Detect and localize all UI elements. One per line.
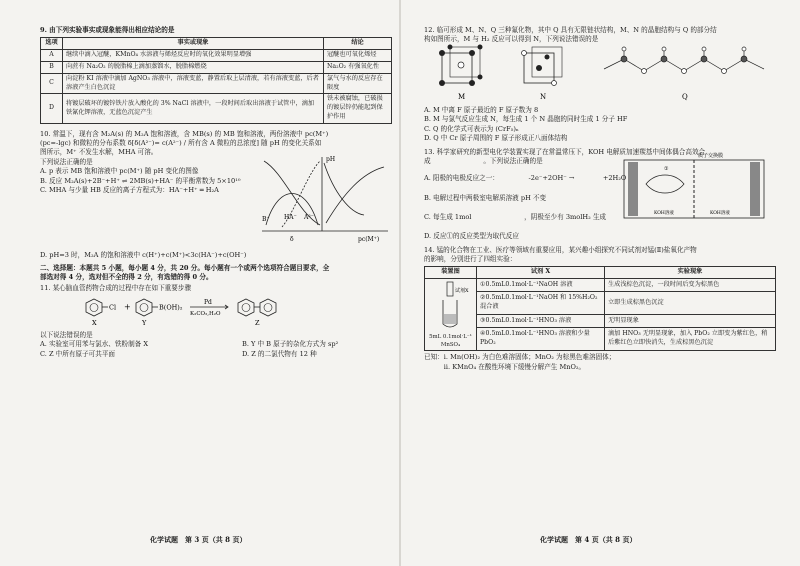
q11-reaction-scheme xyxy=(80,294,300,328)
reagent-cell: ①0.5mL0.1mol·L⁻¹NaOH 溶液 xyxy=(477,279,605,292)
q10-line: (pc=-lgc) 和微粒的分布系数 δ[δ(A²⁻)= c(A²⁻) / 所有含 A 微粒的总浓度] 随 pH 的变化关系如 xyxy=(40,139,322,148)
q14 xyxy=(424,246,776,372)
q14-line: 14. 锰的化合物在工业、医疗等领域有重要应用，某兴趣小组探究不同试剂对锰(Ⅱ)盐氧化产物 xyxy=(424,245,697,254)
cell-n xyxy=(522,47,563,86)
q12-option-c: C. Q 的化学式可表示为 (CrF₅)ₙ xyxy=(424,124,519,133)
table-row xyxy=(425,292,776,315)
q14-note: 已知：ⅰ. Mn(OH)₂ 为白色难溶固体；MnO₂ 为棕黑色难溶固体； xyxy=(424,353,616,362)
q12-option-b: B. M 与氯气反应生成 N，每生成 1 个 N 晶胞的同时生成 1 分子 HF xyxy=(424,115,628,124)
membrane-label: 质子交换膜 xyxy=(698,152,724,159)
reaction-catalyst: Pd xyxy=(204,298,212,306)
label-y: Y xyxy=(142,318,147,327)
q13 xyxy=(424,148,776,242)
q9-header-option: 选项 xyxy=(41,38,63,50)
test-tube-apparatus xyxy=(431,280,471,330)
label-z: Z xyxy=(255,318,260,327)
q10-line: 下列说法正确的是 xyxy=(40,157,93,166)
q10 xyxy=(40,130,392,261)
option-letter: B xyxy=(41,61,63,73)
q10-option-a: A. p 表示 MB 饱和溶液中 pc(M⁺) 随 pH 变化的图像 xyxy=(40,167,199,176)
table-row xyxy=(425,328,776,351)
q13-electrolysis-device xyxy=(620,148,770,222)
q13-option-d: D. 反应①的反应类型为取代反应 xyxy=(424,232,519,241)
q12-line: 构如图所示，M 与 H₂ 反应可以得到 N，下列说法错误的是 xyxy=(424,35,599,44)
x-substituent: Cl xyxy=(109,303,117,312)
observation-cell: 无明显现象 xyxy=(605,315,776,328)
curve-m-right xyxy=(326,167,384,223)
fact-cell: 将镀层破坏的镀锌铁片放入酸化的 3% NaCl 溶液中，一段时间后取出溶液于试管中，滴加铁氰化钾溶液，无蓝色沉淀产生 xyxy=(63,94,324,123)
q11-option-b: B. Y 中 B 原子的杂化方式为 sp² xyxy=(242,340,339,349)
right-footer: 化学试题 第 4 页（共 8 页） xyxy=(540,535,637,544)
label-x: X xyxy=(92,318,97,327)
q11-option-a: A. 实验室可用苯与氯水、铁粉制备 X xyxy=(40,340,149,349)
benzene-ring-z1 xyxy=(238,299,254,316)
chart-xlabel: pc(M⁺) xyxy=(358,236,380,244)
chart-curve-label: A²⁻ xyxy=(304,214,314,222)
q11-sub: 以下说法错误的是 xyxy=(40,330,93,339)
benzene-ring-z2 xyxy=(260,299,276,316)
observation-cell: 滴加 HNO₃ 无明显现象，加入 PbO₂ 立即变为紫红色，稍后紫红色立即快消失，生成棕黑色沉淀 xyxy=(605,328,776,351)
chart-curve-label: HA⁻ xyxy=(284,214,297,222)
right-solution-label: KOH溶液 xyxy=(710,210,730,216)
q11-option-c: C. Z 中所有原子可共平面 xyxy=(40,349,116,358)
right-page xyxy=(424,26,776,372)
option-letter: A xyxy=(41,50,63,62)
reagent-cell: ④0.5mL0.1mol·L⁻¹HNO₃ 溶液和少量 PbO₂ xyxy=(477,328,605,351)
q11 xyxy=(40,284,392,359)
q12-option-a: A. M 中离 F 原子最近的 F 原子数为 8 xyxy=(424,106,539,115)
reagent-cell: ③0.5mL0.1mol·L⁻¹HNO₃ 溶液 xyxy=(477,315,605,328)
reaction-step-label: ① xyxy=(664,165,669,172)
table-row xyxy=(425,279,776,292)
q14-header-observation: 实验现象 xyxy=(605,267,776,279)
fact-cell: 继续中滴入冠醚，KMnO₄ 水溶液与烯烃反应时的氧化效果明显增强 xyxy=(63,50,324,62)
label-n: N xyxy=(540,92,547,101)
conclusion-cell: 铁未被腐蚀，已破损的镀层锌仍能起到保护作用 xyxy=(324,94,392,123)
chart-curve-label: δ xyxy=(290,236,294,244)
q10-line: 图所示，M⁺ 不发生水解，MHA 可溶。 xyxy=(40,148,158,157)
q13-line: 成 。下列说法正确的是 xyxy=(424,156,543,165)
q12-line: 12. 临可形成 M、N、Q 三种氟化物，其中 Q 具有无限链状结构，M、N 的晶胞结构与 Q 的部分结 xyxy=(424,26,717,34)
table-row xyxy=(41,94,392,123)
section-two-line: 部选对得 4 分，选对但不全的得 2 分，有选错的得 0 分。 xyxy=(40,272,213,281)
benzene-ring-x xyxy=(86,299,102,316)
q13-option-c: C. 每生成 1mol ，阴极至少有 3molH₂ 生成 xyxy=(424,212,607,221)
conclusion-cell: 氯气与水的反应存在限度 xyxy=(324,73,392,94)
q11-stem: 11. 某心脑血管药物合成的过程中存在如下重要步骤 xyxy=(40,284,192,293)
reagent-x-label: 试剂X xyxy=(454,288,469,295)
q12 xyxy=(424,26,776,144)
table-row xyxy=(41,50,392,62)
q10-line: 10. 常温下，现有含 M₂A(s) 的 M₂A 饱和溶液，含 MB(s) 的 MB 饱和溶液，两份溶液中 pc(M⁺) xyxy=(40,129,329,138)
svg-text:+: + xyxy=(124,302,131,312)
q14-note: ⅱ. KMnO₄ 在酸性环境下缓慢分解产生 MnO₂。 xyxy=(424,362,586,371)
label-q: Q xyxy=(682,92,688,101)
cell-m xyxy=(439,44,483,86)
left-footer: 化学试题 第 3 页（共 8 页） xyxy=(150,535,247,544)
q13-line: 13. 科学家研究的新型电化学装置实现了在常温常压下，KOH 电解质加速羰基中间体偶合高效合 xyxy=(424,147,706,156)
q14-line: 的影响，分别进行了四组实验： xyxy=(424,255,517,264)
q12-option-d: D. Q 中 Cr 原子周围的 F 原子形成正八面体结构 xyxy=(424,134,568,143)
chart-ylabel: pH xyxy=(326,156,336,164)
curve-m-left xyxy=(324,163,364,215)
q9-header-fact: 事实或现象 xyxy=(63,38,324,50)
q14-table xyxy=(424,266,776,351)
reagent-cell: ②0.5mL0.1mol·L⁻¹NaOH 和 15%H₂O₂ 混合液 xyxy=(477,292,605,315)
observation-cell: 立即生成棕黑色沉淀 xyxy=(605,292,776,315)
q10-option-c: C. MHA 与少量 HB 反应的离子方程式为：HA⁻+H⁺ ═ H₂A xyxy=(40,185,219,194)
section-two-heading xyxy=(40,264,392,283)
q12-crystal-structures xyxy=(424,45,776,103)
fact-cell: 向淀粉 KI 溶液中滴加 AgNO₃ 溶液中，溶液变蓝，静置后取上层清液，若有溶液变蓝，后者溶液产生白色沉淀 xyxy=(63,73,324,94)
q14-header-apparatus: 装置图 xyxy=(425,267,477,279)
q13-option-a: A. 阳极的电极反应之一： -2e⁻+2OH⁻ → +2H₂O xyxy=(424,174,627,183)
option-letter: C xyxy=(41,73,63,94)
label-m: M xyxy=(458,92,466,101)
observation-cell: 生成浅棕色沉淀，一段时间后变为棕黑色 xyxy=(605,279,776,292)
benzene-ring-y xyxy=(136,299,152,316)
table-row xyxy=(41,73,392,94)
chain-q xyxy=(604,47,764,74)
fact-cell: 向蔗有 Na₂O₂ 的脱脂棉上滴加蒸馏水，脱脂棉燃烧 xyxy=(63,61,324,73)
left-electrode xyxy=(628,162,638,216)
right-electrode xyxy=(750,162,760,216)
y-substituent: B(OH)₂ xyxy=(159,303,183,312)
left-page xyxy=(40,26,392,359)
table-row xyxy=(425,315,776,328)
q9-table xyxy=(40,37,392,123)
q9-header-conclusion: 结论 xyxy=(324,38,392,50)
q10-distribution-chart xyxy=(254,153,394,245)
q11-option-d: D. Z 的二氯代物有 12 种 xyxy=(242,349,317,358)
conclusion-cell: Na₂O₂ 有强氧化性 xyxy=(324,61,392,73)
q13-option-b: B. 电解过程中两极室电解质溶液 pH 不变 xyxy=(424,193,547,202)
q10-option-d: D. pH=3 时，M₂A 的饱和溶液中 c(H⁺)+c(M⁺)<3c(HA⁻)+c(OH⁻) xyxy=(40,251,247,260)
option-letter: D xyxy=(41,94,63,123)
chart-curve-label: B⁻ xyxy=(262,216,270,224)
q9-stem: 9. 由下列实验事实或现象能得出相应结论的是 xyxy=(40,26,175,34)
page-fold xyxy=(399,0,401,566)
table-row xyxy=(41,61,392,73)
mnso4-label: 5mL 0.1mol·L⁻¹ MnSO₄ xyxy=(429,333,472,348)
reaction-conditions: K₂CO₃,H₂O xyxy=(190,310,221,317)
section-two-line: 二、选择题：本题共 5 小题，每小题 4 分，共 20 分。每小题有一个或两个选项符合题目要求，全 xyxy=(40,263,330,272)
left-solution-label: KOH溶液 xyxy=(654,210,674,216)
conclusion-cell: 冠醚也可氧化烯烃 xyxy=(324,50,392,62)
apparatus-cell xyxy=(425,279,477,351)
q10-option-b: B. 反应 M₂A(s)+2B⁻+H⁺ ⇌ 2MB(s)+HA⁻ 的平衡常数为 5×10¹⁰ xyxy=(40,176,241,185)
q14-header-reagent: 试剂 X xyxy=(477,267,605,279)
